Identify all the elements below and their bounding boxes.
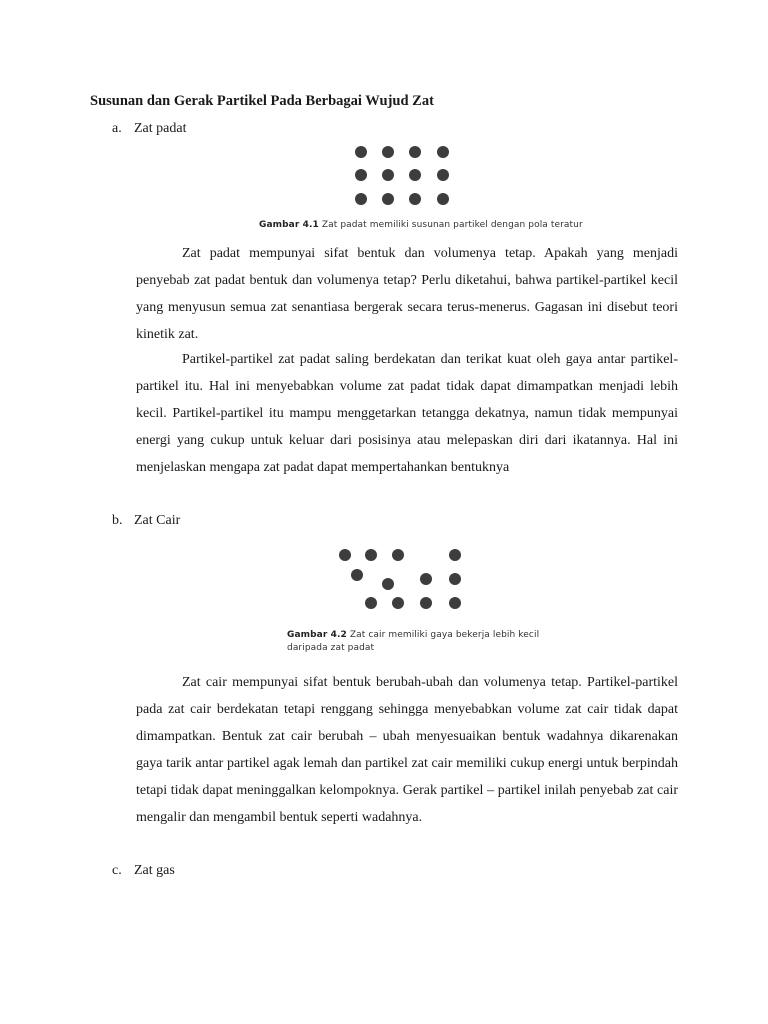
particle-dot xyxy=(355,169,367,181)
particle-dot xyxy=(437,193,449,205)
particle-dot xyxy=(420,597,432,609)
particle-dot xyxy=(392,549,404,561)
particle-dot xyxy=(409,169,421,181)
particle-dot xyxy=(382,169,394,181)
liquid-paragraph-1: Zat cair mempunyai sifat bentuk berubah-ubah dan volumenya tetap. Partikel-partikel pada zat cair berdekatan tetapi renggang sehingga menyebabkan volume zat cair tidak dapat dimampatkan. Bentuk zat cair berubah – ubah menyesuaikan bentuk wadahnya dikarenakan gaya tarik antar partikel agak lemah dan partikel zat cair memiliki cukup energi untuk berpindah tetapi tidak dapat meninggalkan kelompoknya. Gerak partikel – partikel inilah penyebab zat cair mengalir dan mengambil bentuk seperti wadahnya. xyxy=(136,675,678,825)
solid-paragraph-1: Zat padat mempunyai sifat bentuk dan volumenya tetap. Apakah yang menjadi penyebab zat padat bentuk dan volumenya tetap? Perlu diketahui, bahwa partikel-partikel kecil yang menyusun semua zat senantiasa bergerak secara terus-menerus. Gagasan ini disebut teori kinetik zat. xyxy=(136,246,678,342)
particle-dot xyxy=(382,193,394,205)
solid-paragraph-2: Partikel-partikel zat padat saling berdekatan dan terikat kuat oleh gaya antar partikel-partikel itu. Hal ini menyebabkan volume zat padat tidak dapat dimampatkan menjadi lebih kecil. Partikel-partikel itu mampu menggetarkan tetangga dekatnya, namun tidak mempunyai energi yang cukup untuk keluar dari posisinya atau melepaskan diri dari ikatannya. Hal ini menjelaskan mengapa zat padat dapat mempertahankan bentuknya xyxy=(136,352,678,475)
figure-4-2-label: Gambar 4.2 xyxy=(287,630,347,640)
particle-dot xyxy=(420,573,432,585)
figure-4-1-text: Zat padat memiliki susunan partikel dengan pola teratur xyxy=(321,220,583,230)
solid-particles-figure xyxy=(350,140,460,212)
particle-dot xyxy=(382,578,394,590)
particle-dot xyxy=(365,597,377,609)
particle-dot xyxy=(365,549,377,561)
particle-dot xyxy=(409,193,421,205)
particle-dot xyxy=(355,193,367,205)
section-c-letter: c. xyxy=(112,863,122,878)
figure-4-2-text-1: Zat cair memiliki gaya bekerja lebih kecil xyxy=(349,630,540,640)
section-b-title: Zat Cair xyxy=(134,513,181,528)
particle-dot xyxy=(392,597,404,609)
particle-dot xyxy=(355,146,367,158)
figure-4-1-label: Gambar 4.1 xyxy=(259,220,319,230)
particle-dot xyxy=(339,549,351,561)
figure-4-2-text-2: daripada zat padat xyxy=(287,643,375,653)
figure-4-1-caption xyxy=(259,220,583,230)
section-a-label xyxy=(112,121,186,137)
particle-dot xyxy=(449,597,461,609)
particle-dot xyxy=(351,569,363,581)
section-b-label xyxy=(112,513,180,529)
particle-dot xyxy=(409,146,421,158)
liquid-particles-figure xyxy=(330,540,470,615)
particle-dot xyxy=(437,146,449,158)
particle-dot xyxy=(382,146,394,158)
section-a-title: Zat padat xyxy=(134,121,187,136)
section-b-letter: b. xyxy=(112,513,123,528)
section-a-letter: a. xyxy=(112,121,122,136)
particle-dot xyxy=(449,573,461,585)
figure-4-2-caption-line-1 xyxy=(287,630,539,640)
figure-4-2-caption xyxy=(287,630,539,653)
section-c-title: Zat gas xyxy=(134,863,175,878)
page-heading: Susunan dan Gerak Partikel Pada Berbagai Wujud Zat xyxy=(90,93,434,109)
particle-dot xyxy=(449,549,461,561)
section-c-label xyxy=(112,863,175,879)
particle-dot xyxy=(437,169,449,181)
